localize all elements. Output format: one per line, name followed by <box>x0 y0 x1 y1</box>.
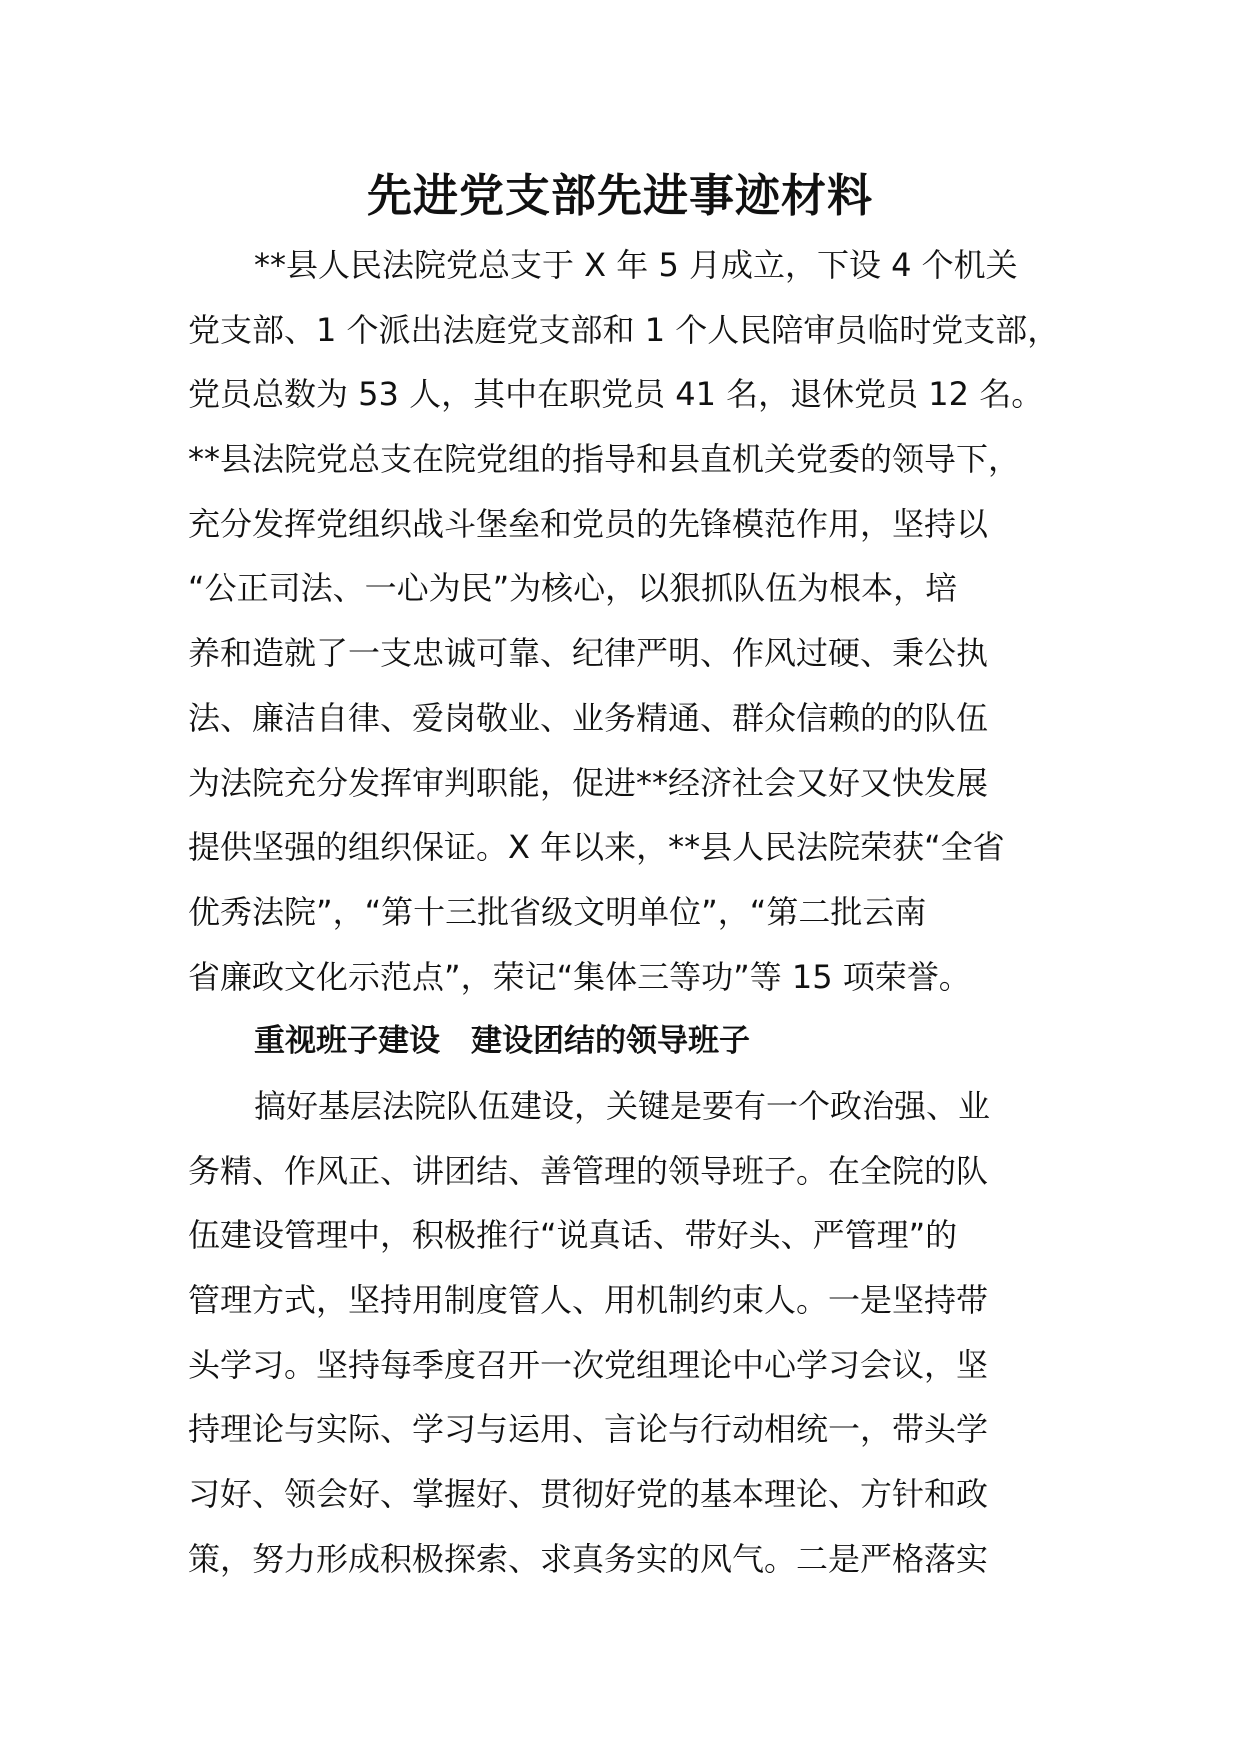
paragraph-2-line-1: 搞好基层法院队伍建设，关键是要有一个政治强、业 <box>254 1086 991 1125</box>
paragraph-1-line-6: “公正司法、一心为民”为核心，以狠抓队伍为根本，培 <box>188 569 958 608</box>
paragraph-2-line-5: 头学习。坚持每季度召开一次党组理论中心学习会议，坚 <box>188 1345 989 1384</box>
paragraph-1-line-7: 养和造就了一支忠诚可靠、纪律严明、作风过硬、秉公执 <box>188 634 989 673</box>
paragraph-2-line-4: 管理方式，坚持用制度管人、用机制约束人。一是坚持带 <box>188 1281 989 1319</box>
paragraph-2-line-6: 持理论与实际、学习与运用、言论与行动相统一，带头学 <box>188 1410 989 1449</box>
section-heading: 重视班子建设 建设团结的领导班子 <box>254 1023 750 1060</box>
paragraph-2-line-3: 伍建设管理中，积极推行“说真话、带好头、严管理”的 <box>188 1216 958 1255</box>
paragraph-1-line-1: **县人民法院党总支于 X 年 5 月成立，下设 4 个机关 <box>254 246 1018 284</box>
paragraph-2-line-7: 习好、领会好、掌握好、贯彻好党的基本理论、方针和政 <box>188 1475 989 1514</box>
paragraph-2-line-8: 策，努力形成积极探索、求真务实的风气。二是严格落实 <box>188 1539 989 1578</box>
paragraph-1-line-8: 法、廉洁自律、爱岗敬业、业务精通、群众信赖的的队伍 <box>188 698 989 737</box>
paragraph-1-line-11: 优秀法院”，“第十三批省级文明单位”，“第二批云南 <box>188 892 927 931</box>
paragraph-1-line-9: 为法院充分发挥审判职能，促进**经济社会又好又快发展 <box>188 763 989 802</box>
paragraph-1-line-3: 党员总数为 53 人，其中在职党员 41 名，退休党员 12 名。 <box>188 375 1044 414</box>
paragraph-1-line-4: **县法院党总支在院党组的指导和县直机关党委的领导下， <box>188 440 1021 479</box>
paragraph-2-line-2: 务精、作风正、讲团结、善管理的领导班子。在全院的队 <box>188 1151 989 1190</box>
paragraph-1-line-5: 充分发挥党组织战斗堡垒和党员的先锋模范作用，坚持以 <box>188 504 989 543</box>
paragraph-1-line-12: 省廉政文化示范点”，荣记“集体三等功”等 15 项荣誉。 <box>188 957 971 996</box>
document-title: 先进党支部先进事迹材料 <box>366 169 873 222</box>
paragraph-1-line-2: 党支部、1 个派出法庭党支部和 1 个人民陪审员临时党支部， <box>188 310 1060 349</box>
document-body <box>188 233 1088 1591</box>
paragraph-1-line-10: 提供坚强的组织保证。X 年以来，**县人民法院荣获“全省 <box>188 828 1005 867</box>
